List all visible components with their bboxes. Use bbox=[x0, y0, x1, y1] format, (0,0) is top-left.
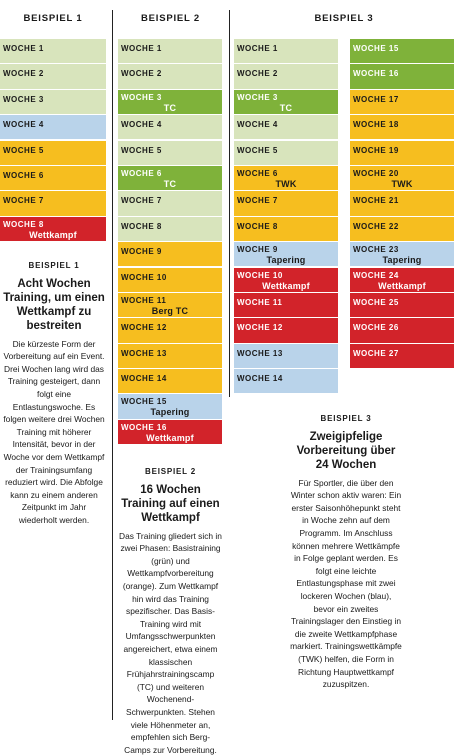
week-tag: Tapering bbox=[382, 255, 422, 266]
week-tag: TC bbox=[279, 102, 293, 113]
week-tag: TC bbox=[163, 102, 177, 113]
week-number: WOCHE 7 bbox=[237, 196, 278, 206]
week-cell bbox=[234, 242, 338, 266]
week-cell bbox=[234, 293, 338, 317]
week-cell bbox=[234, 318, 338, 342]
week-cell bbox=[234, 39, 338, 63]
week-number: WOCHE 6 bbox=[3, 170, 44, 180]
week-number: WOCHE 14 bbox=[121, 374, 167, 384]
week-cell bbox=[118, 141, 222, 165]
week-cell bbox=[118, 318, 222, 342]
week-tag: TWK bbox=[391, 178, 413, 189]
week-number: WOCHE 19 bbox=[353, 145, 399, 155]
week-number: WOCHE 1 bbox=[3, 44, 44, 53]
week-cell bbox=[350, 318, 454, 342]
week-cell bbox=[0, 191, 106, 215]
week-cell bbox=[0, 217, 106, 241]
week-cell bbox=[350, 141, 454, 165]
week-cell bbox=[234, 115, 338, 139]
week-number: WOCHE 15 bbox=[353, 44, 399, 53]
week-tag: Tapering bbox=[266, 255, 306, 266]
week-tag: Wettkampf bbox=[378, 280, 426, 291]
week-tag: Berg TC bbox=[151, 305, 189, 316]
week-number: WOCHE 4 bbox=[3, 120, 44, 130]
week-number: WOCHE 2 bbox=[121, 69, 162, 79]
week-cell bbox=[234, 90, 338, 114]
week-cell bbox=[118, 191, 222, 215]
week-cell bbox=[118, 39, 222, 63]
week-number: WOCHE 17 bbox=[353, 94, 399, 104]
week-number: WOCHE 4 bbox=[237, 120, 278, 130]
week-cell bbox=[234, 268, 338, 292]
week-cell bbox=[0, 64, 106, 88]
week-cell bbox=[234, 217, 338, 241]
week-cell bbox=[350, 39, 454, 63]
week-number: WOCHE 9 bbox=[121, 247, 162, 257]
week-cell bbox=[118, 369, 222, 393]
week-number: WOCHE 3 bbox=[121, 92, 162, 102]
description-title: Acht Wochen Training, um einen Wettkampf zu bestreiten bbox=[3, 277, 105, 332]
description-label: BEISPIEL 1 bbox=[28, 261, 80, 270]
week-cell bbox=[0, 115, 106, 139]
week-number: WOCHE 22 bbox=[353, 221, 399, 231]
week-tag: Wettkampf bbox=[146, 432, 194, 443]
week-number: WOCHE 1 bbox=[237, 44, 278, 53]
header-beispiel-3: BEISPIEL 3 bbox=[314, 13, 374, 24]
week-number: WOCHE 8 bbox=[121, 221, 162, 231]
week-number: WOCHE 5 bbox=[121, 145, 162, 155]
week-cell bbox=[350, 90, 454, 114]
schedule-beispiel-3-part-2 bbox=[350, 39, 454, 369]
week-number: WOCHE 9 bbox=[237, 245, 278, 255]
week-cell bbox=[0, 166, 106, 190]
description-beispiel-1 bbox=[2, 260, 106, 527]
week-number: WOCHE 24 bbox=[353, 270, 399, 280]
week-number: WOCHE 11 bbox=[237, 297, 283, 307]
week-cell bbox=[0, 141, 106, 165]
week-cell bbox=[350, 242, 454, 266]
week-cell bbox=[350, 293, 454, 317]
week-cell bbox=[350, 166, 454, 190]
week-cell bbox=[0, 39, 106, 63]
week-number: WOCHE 13 bbox=[121, 348, 167, 358]
week-number: WOCHE 7 bbox=[121, 196, 162, 206]
week-number: WOCHE 3 bbox=[3, 94, 44, 104]
week-cell bbox=[118, 115, 222, 139]
week-number: WOCHE 5 bbox=[237, 145, 278, 155]
week-cell bbox=[118, 166, 222, 190]
week-tag: Wettkampf bbox=[29, 229, 77, 240]
week-number: WOCHE 13 bbox=[237, 348, 283, 358]
week-cell bbox=[118, 90, 222, 114]
week-cell bbox=[350, 217, 454, 241]
week-number: WOCHE 27 bbox=[353, 348, 399, 358]
week-cell bbox=[118, 242, 222, 266]
week-number: WOCHE 15 bbox=[121, 397, 167, 407]
week-cell bbox=[234, 141, 338, 165]
week-number: WOCHE 18 bbox=[353, 120, 399, 130]
column-divider-2 bbox=[229, 10, 230, 397]
week-cell bbox=[350, 344, 454, 368]
week-cell bbox=[350, 64, 454, 88]
week-number: WOCHE 8 bbox=[3, 219, 44, 229]
description-label: BEISPIEL 2 bbox=[145, 467, 196, 476]
week-cell bbox=[0, 90, 106, 114]
description-title: 16 Wochen Training auf einen Wettkampf bbox=[121, 483, 220, 524]
week-number: WOCHE 26 bbox=[353, 323, 399, 333]
week-tag: Wettkampf bbox=[262, 280, 310, 291]
week-number: WOCHE 16 bbox=[121, 422, 167, 432]
week-tag: TC bbox=[163, 178, 177, 189]
week-number: WOCHE 3 bbox=[237, 92, 278, 102]
week-number: WOCHE 25 bbox=[353, 297, 399, 307]
week-cell bbox=[118, 420, 222, 444]
week-number: WOCHE 4 bbox=[121, 120, 162, 130]
week-number: WOCHE 8 bbox=[237, 221, 278, 231]
week-number: WOCHE 14 bbox=[237, 374, 283, 384]
week-cell bbox=[118, 394, 222, 418]
week-tag: Tapering bbox=[150, 407, 190, 418]
header-beispiel-1: BEISPIEL 1 bbox=[23, 13, 83, 24]
description-beispiel-2 bbox=[119, 466, 222, 756]
week-number: WOCHE 12 bbox=[237, 323, 283, 333]
week-number: WOCHE 5 bbox=[3, 145, 44, 155]
week-number: WOCHE 7 bbox=[3, 196, 44, 206]
column-divider-1 bbox=[112, 10, 113, 720]
week-cell bbox=[350, 191, 454, 215]
week-cell bbox=[234, 344, 338, 368]
week-number: WOCHE 10 bbox=[121, 272, 167, 282]
description-body: Für Sportler, die über den Winter schon aktiv waren: Ein erster Saisonhöhepunkt steht in Woche zehn auf dem Programm. Im Anschluss können mehrere Wettkämpfe in Folge geplant werden. Es folgt eine leichte Entlastungsphase mit zwei lockeren Wochen (blau), bevor ein zweites Trainingslager den Einstieg in die zweite Wettkampfphase markiert. Trainingswettkämpfe (TWK) helfen, die Form in Richtung Hauptwettkampf zuzuspitzen. bbox=[290, 477, 402, 690]
header-beispiel-2: BEISPIEL 2 bbox=[140, 13, 201, 24]
week-cell bbox=[350, 115, 454, 139]
week-cell bbox=[118, 293, 222, 317]
schedule-beispiel-2 bbox=[118, 39, 222, 445]
week-number: WOCHE 12 bbox=[121, 323, 167, 333]
description-body: Die kürzeste Form der Vorbereitung auf ein Event. Drei Wochen lang wird das Training gesteigert, dann folgt eine Entlastungswoche. Es folgen weitere drei Wochen Training mit höherer Intensität, bevor in der Woche vor dem Wettkampf der Trainingsumfang reduziert wird. Die Abfolge kann zu einem anderen Zeitpunkt im Jahr wiederholt werden. bbox=[3, 338, 105, 525]
week-cell bbox=[234, 191, 338, 215]
week-cell bbox=[234, 369, 338, 393]
week-cell bbox=[118, 217, 222, 241]
week-cell bbox=[234, 166, 338, 190]
description-title: Zweigipfelige Vorbereitung über 24 Wochen bbox=[296, 430, 396, 471]
week-cell bbox=[118, 268, 222, 292]
week-number: WOCHE 6 bbox=[121, 168, 162, 178]
week-number: WOCHE 16 bbox=[353, 69, 399, 79]
description-label: BEISPIEL 3 bbox=[320, 414, 372, 423]
schedule-beispiel-1 bbox=[0, 39, 106, 242]
week-cell bbox=[234, 64, 338, 88]
description-beispiel-3 bbox=[290, 413, 402, 691]
week-tag: TWK bbox=[275, 178, 297, 189]
week-number: WOCHE 2 bbox=[3, 69, 44, 79]
week-number: WOCHE 23 bbox=[353, 245, 399, 255]
week-number: WOCHE 20 bbox=[353, 168, 399, 178]
week-number: WOCHE 11 bbox=[121, 295, 167, 305]
week-number: WOCHE 10 bbox=[237, 270, 283, 280]
week-cell bbox=[118, 344, 222, 368]
week-number: WOCHE 1 bbox=[121, 44, 162, 53]
week-number: WOCHE 6 bbox=[237, 168, 278, 178]
description-body: Das Training gliedert sich in zwei Phasen: Basistraining (grün) und Wettkampfvorbereitung (orange). Zum Wettkampf hin wird das Training spezifischer. Das Basis-Training wird mit Umfangsschwerpunkten angereichert, etwa einem klassischen Frühjahrstrainingscamp (TC) und weiteren Wochenend-Schwerpunkten. Stehen viele Höhenmeter an, empfehlen sich Berg-Camps zur Vorbereitung. bbox=[119, 530, 222, 755]
week-cell bbox=[350, 268, 454, 292]
week-cell bbox=[118, 64, 222, 88]
week-number: WOCHE 21 bbox=[353, 196, 399, 206]
week-number: WOCHE 2 bbox=[237, 69, 278, 79]
schedule-beispiel-3-part-1 bbox=[234, 39, 338, 394]
